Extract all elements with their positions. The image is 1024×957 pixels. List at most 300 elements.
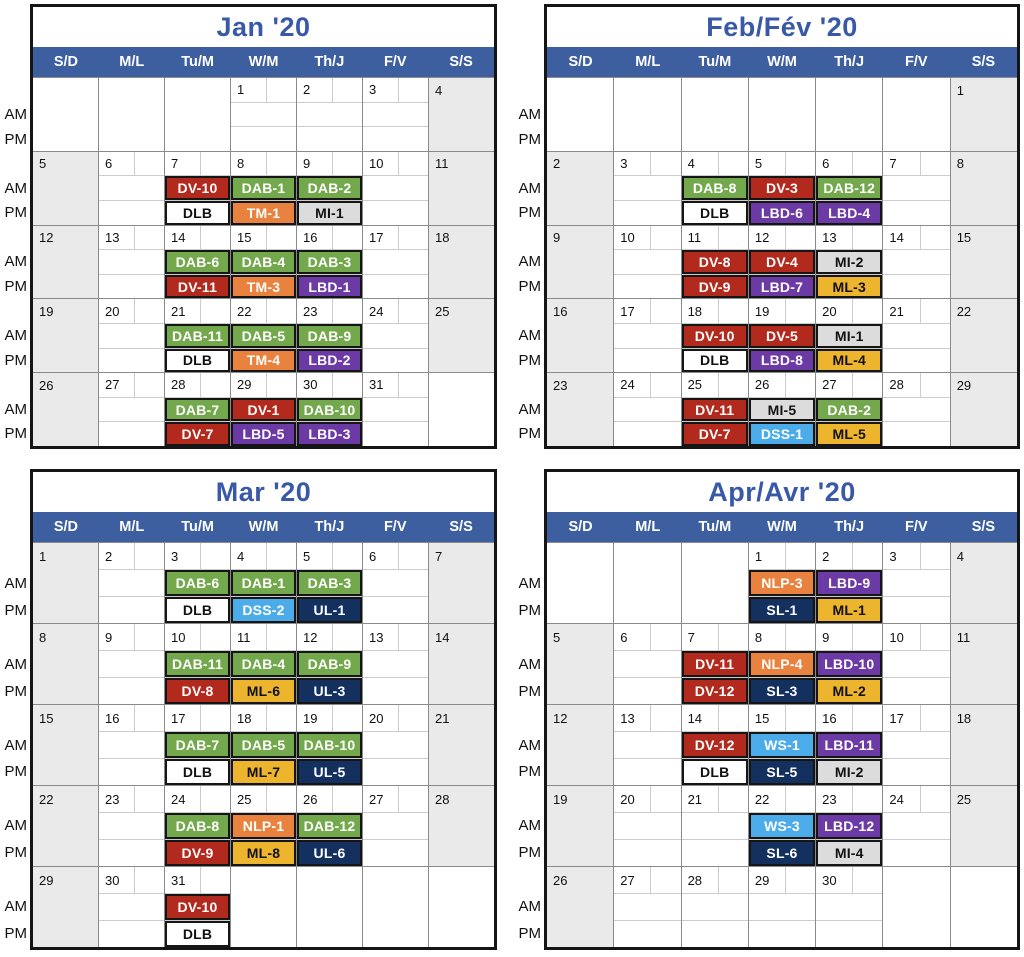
event-chip: SL-6 (749, 840, 815, 866)
event-chip: DV-3 (749, 176, 815, 200)
pm-slot (429, 677, 494, 704)
day-number: 25 (682, 373, 719, 397)
day-number: 5 (297, 543, 333, 569)
pm-slot (883, 275, 949, 299)
day-number: 31 (165, 867, 201, 893)
day-cell (362, 152, 428, 225)
day-cell (882, 78, 949, 151)
day-cell (164, 78, 230, 151)
day-header-cell: S/D (568, 54, 593, 70)
day-header-cell: Tu/M (181, 519, 215, 535)
am-slot (614, 732, 680, 759)
day-cell (33, 867, 98, 947)
pm-slot (614, 678, 680, 704)
event-chip: WS-3 (749, 813, 815, 839)
am-label: AM (4, 574, 27, 592)
am-slot (99, 651, 164, 678)
day-cell (362, 867, 428, 947)
am-slot (951, 651, 1017, 678)
week-row (547, 225, 1017, 299)
weeks-grid (33, 78, 494, 446)
day-cell (428, 786, 494, 866)
pm-slot (951, 348, 1017, 372)
event-chip: DLB (165, 201, 230, 225)
day-cell (230, 226, 296, 299)
am-slot (429, 570, 494, 597)
day-cell (882, 152, 949, 225)
day-cell (547, 226, 613, 299)
am-slot (429, 813, 494, 840)
day-cell (681, 299, 748, 372)
event-chip: DAB-9 (297, 324, 362, 348)
day-cell (230, 786, 296, 866)
event-chip: LBD-12 (816, 813, 882, 839)
day-cell (815, 226, 882, 299)
day-number: 30 (816, 867, 853, 893)
am-slot (363, 813, 428, 840)
am-slot (547, 894, 613, 921)
day-header-cell: M/L (635, 54, 661, 70)
pm-slot (614, 759, 680, 785)
day-cell (613, 867, 680, 947)
day-cell (613, 624, 680, 704)
pm-slot (297, 349, 362, 373)
am-slot (297, 176, 362, 201)
day-cell (950, 543, 1017, 623)
day-number: 4 (435, 82, 443, 98)
day-cell (950, 786, 1017, 866)
am-slot (99, 324, 164, 349)
event-chip: ML-2 (816, 678, 882, 704)
event-chip: LBD-2 (297, 349, 362, 373)
day-number: 17 (165, 705, 201, 731)
am-label: AM (4, 736, 27, 754)
day-number: 13 (363, 624, 399, 650)
event-chip: UL-1 (297, 597, 362, 623)
day-cell (362, 624, 428, 704)
pm-slot (816, 840, 882, 866)
day-number: 2 (99, 543, 135, 569)
day-cell (428, 373, 494, 446)
day-cell (815, 299, 882, 372)
pm-slot (951, 758, 1017, 785)
day-cell (362, 299, 428, 372)
am-slot (883, 176, 949, 201)
day-number: 28 (435, 791, 450, 807)
day-number: 9 (99, 624, 135, 650)
day-cell (613, 705, 680, 785)
pm-slot (99, 921, 164, 947)
am-label: AM (4, 400, 27, 418)
pm-label: PM (518, 601, 541, 619)
event-chip: TM-4 (231, 349, 296, 373)
am-label: AM (518, 898, 541, 916)
am-slot (33, 651, 98, 678)
am-slot (951, 324, 1017, 348)
event-chip: LBD-9 (816, 570, 882, 596)
am-slot (883, 250, 949, 275)
pm-slot (429, 274, 494, 298)
pm-slot (883, 840, 949, 866)
am-label: AM (4, 655, 27, 673)
event-chip: DAB-8 (682, 176, 748, 200)
am-slot (883, 732, 949, 759)
pm-label: PM (518, 763, 541, 781)
pm-slot (99, 597, 164, 623)
day-cell (164, 786, 230, 866)
day-cell (98, 78, 164, 151)
day-number: 27 (614, 867, 651, 893)
day-number: 27 (816, 373, 853, 397)
day-number: 10 (165, 624, 201, 650)
day-number: 8 (749, 624, 786, 650)
event-chip: MI-1 (816, 324, 882, 348)
day-cell (613, 78, 680, 151)
event-chip: DV-10 (165, 176, 230, 200)
am-slot (363, 398, 428, 423)
day-number: 17 (883, 705, 920, 731)
day-cell (950, 78, 1017, 151)
am-label: AM (4, 106, 27, 124)
event-chip: DV-7 (682, 422, 748, 446)
pm-slot (363, 201, 428, 225)
day-number: 26 (39, 377, 54, 393)
month-title: Feb/Fév '20 (706, 11, 858, 42)
pm-slot (749, 597, 815, 623)
month-title: Jan '20 (216, 11, 311, 42)
pm-slot (614, 422, 680, 446)
pm-slot (297, 127, 362, 151)
day-cell (681, 543, 748, 623)
week-row (547, 785, 1017, 866)
pm-slot (614, 840, 680, 866)
event-chip: ML-3 (816, 275, 882, 299)
am-slot (883, 398, 949, 423)
pm-slot (749, 921, 815, 947)
week-row (33, 151, 494, 225)
am-slot (165, 176, 230, 201)
pm-slot (33, 274, 98, 298)
am-label: AM (518, 253, 541, 271)
day-number: 10 (363, 152, 399, 176)
event-chip: DAB-9 (297, 651, 362, 677)
day-number: 20 (614, 786, 651, 812)
day-number: 3 (165, 543, 201, 569)
pm-slot (682, 840, 748, 866)
day-cell (362, 78, 428, 151)
event-chip: LBD-6 (749, 201, 815, 225)
day-cell (882, 373, 949, 446)
day-header-cell: F/V (383, 519, 407, 535)
am-slot (682, 324, 748, 349)
day-number: 6 (363, 543, 399, 569)
pm-slot (165, 275, 230, 299)
pm-slot (363, 678, 428, 704)
day-cell (98, 786, 164, 866)
day-cell (98, 624, 164, 704)
am-slot (33, 570, 98, 597)
week-row (33, 372, 494, 446)
event-chip: NLP-3 (749, 570, 815, 596)
day-number: 7 (883, 152, 920, 176)
day-number: 21 (682, 786, 719, 812)
day-cell (547, 373, 613, 446)
pm-slot (682, 921, 748, 947)
event-chip: NLP-4 (749, 651, 815, 677)
event-chip: LBD-4 (816, 201, 882, 225)
day-header-row (33, 47, 494, 78)
day-number: 15 (39, 710, 54, 726)
event-chip: DAB-6 (165, 250, 230, 274)
day-cell (296, 624, 362, 704)
pm-label: PM (518, 278, 541, 296)
pm-slot (749, 275, 815, 299)
day-cell (428, 78, 494, 151)
am-slot (816, 250, 882, 275)
am-label: AM (4, 179, 27, 197)
week-row (547, 623, 1017, 704)
week-row (33, 704, 494, 785)
day-number: 8 (39, 629, 47, 645)
am-slot (682, 813, 748, 840)
event-chip: DV-1 (231, 398, 296, 422)
am-slot (614, 176, 680, 201)
am-slot (682, 398, 748, 423)
pm-slot (33, 839, 98, 866)
pm-slot (99, 422, 164, 446)
pm-slot (165, 201, 230, 225)
weeks-grid (547, 78, 1017, 446)
pm-slot (547, 758, 613, 785)
event-chip: DLB (165, 349, 230, 373)
day-number: 16 (553, 304, 568, 320)
day-cell (547, 299, 613, 372)
pm-slot (297, 275, 362, 299)
day-cell (547, 78, 613, 151)
day-number: 16 (297, 226, 333, 250)
day-cell (164, 624, 230, 704)
day-header-cell: S/S (449, 519, 473, 535)
am-slot (99, 732, 164, 759)
pm-slot (951, 422, 1017, 446)
pm-slot (547, 422, 613, 446)
day-header-cell: F/V (383, 54, 407, 70)
event-chip: DAB-1 (231, 570, 296, 596)
day-cell (815, 543, 882, 623)
day-cell (296, 543, 362, 623)
day-header-cell: W/M (767, 54, 797, 70)
event-chip: DAB-4 (231, 651, 296, 677)
am-slot (749, 324, 815, 349)
day-number: 23 (99, 786, 135, 812)
day-number: 18 (231, 705, 267, 731)
pm-slot (749, 349, 815, 373)
month-calendar-jan (0, 4, 497, 449)
day-cell (613, 373, 680, 446)
am-slot (749, 651, 815, 678)
event-chip: WS-1 (749, 732, 815, 758)
event-chip: LBD-8 (749, 349, 815, 373)
am-slot (33, 397, 98, 421)
am-slot (363, 176, 428, 201)
pm-label: PM (518, 682, 541, 700)
am-slot (231, 250, 296, 275)
pm-slot (165, 678, 230, 704)
day-cell (748, 543, 815, 623)
event-chip: DV-10 (165, 894, 230, 920)
pm-slot (816, 275, 882, 299)
am-slot (165, 894, 230, 921)
am-slot (231, 103, 296, 128)
pm-label: PM (518, 204, 541, 222)
day-cell (296, 78, 362, 151)
am-slot (165, 398, 230, 423)
week-row (33, 298, 494, 372)
day-cell (230, 543, 296, 623)
event-chip: DLB (682, 759, 748, 785)
calendar-table (30, 469, 497, 950)
day-number: 26 (297, 786, 333, 812)
pm-slot (883, 759, 949, 785)
event-chip: TM-1 (231, 201, 296, 225)
day-number: 5 (553, 629, 561, 645)
pm-slot (99, 201, 164, 225)
day-cell (33, 624, 98, 704)
day-number: 2 (553, 156, 561, 172)
event-chip: SL-3 (749, 678, 815, 704)
day-number: 4 (231, 543, 267, 569)
pm-label: PM (518, 351, 541, 369)
day-cell (748, 373, 815, 446)
pm-slot (99, 840, 164, 866)
pm-slot (363, 349, 428, 373)
day-cell (882, 705, 949, 785)
pm-slot (165, 597, 230, 623)
day-number: 19 (553, 791, 568, 807)
day-cell (882, 299, 949, 372)
month-calendar-feb (514, 4, 1020, 449)
day-cell (815, 78, 882, 151)
am-slot (429, 732, 494, 759)
am-slot (363, 651, 428, 678)
day-number: 11 (231, 624, 267, 650)
day-cell (681, 624, 748, 704)
day-number: 25 (435, 304, 450, 320)
day-number: 22 (231, 299, 267, 323)
day-cell (681, 78, 748, 151)
am-slot (614, 324, 680, 349)
week-row (33, 225, 494, 299)
day-cell (547, 543, 613, 623)
weeks-grid (547, 543, 1017, 947)
day-cell (748, 152, 815, 225)
day-number: 13 (99, 226, 135, 250)
am-label: AM (4, 898, 27, 916)
day-number: 9 (816, 624, 853, 650)
am-slot (614, 651, 680, 678)
pm-slot (231, 597, 296, 623)
am-slot (33, 250, 98, 274)
day-number: 17 (614, 299, 651, 323)
day-cell (164, 373, 230, 446)
day-number: 12 (749, 226, 786, 250)
am-slot (297, 651, 362, 678)
am-slot (682, 732, 748, 759)
day-number: 6 (99, 152, 135, 176)
pm-slot (231, 422, 296, 446)
pm-slot (816, 597, 882, 623)
day-cell (362, 226, 428, 299)
day-number: 26 (749, 373, 786, 397)
event-chip: DAB-2 (297, 176, 362, 200)
day-number: 25 (231, 786, 267, 812)
pm-slot (99, 678, 164, 704)
calendar-table (544, 4, 1020, 449)
day-cell (362, 373, 428, 446)
day-number: 24 (614, 373, 651, 397)
pm-slot (816, 921, 882, 947)
am-slot (951, 813, 1017, 840)
day-cell (164, 867, 230, 947)
event-chip: LBD-3 (297, 422, 362, 446)
pm-slot (614, 275, 680, 299)
day-header-cell: Th/J (834, 54, 865, 70)
day-number: 6 (614, 624, 651, 650)
ampm-gutter (514, 4, 544, 449)
ampm-gutter (514, 469, 544, 950)
pm-slot (749, 201, 815, 225)
pm-slot (297, 597, 362, 623)
day-cell (613, 152, 680, 225)
day-number: 14 (165, 226, 201, 250)
event-chip: TM-3 (231, 275, 296, 299)
am-slot (749, 398, 815, 423)
am-slot (363, 103, 428, 128)
event-chip: DV-11 (682, 398, 748, 422)
am-slot (297, 103, 362, 128)
day-cell (164, 299, 230, 372)
event-chip: DAB-11 (165, 651, 230, 677)
day-cell (362, 543, 428, 623)
day-number: 30 (297, 373, 333, 397)
am-slot (547, 176, 613, 200)
day-cell (815, 152, 882, 225)
pm-label: PM (4, 763, 27, 781)
pm-slot (231, 759, 296, 785)
am-label: AM (4, 327, 27, 345)
am-slot (33, 176, 98, 200)
day-number: 9 (553, 230, 561, 246)
am-label: AM (518, 574, 541, 592)
pm-slot (165, 422, 230, 446)
week-row (33, 623, 494, 704)
pm-slot (883, 678, 949, 704)
day-cell (748, 624, 815, 704)
day-header-cell: W/M (248, 519, 279, 535)
am-slot (297, 324, 362, 349)
event-chip: LBD-10 (816, 651, 882, 677)
am-slot (165, 651, 230, 678)
event-chip: LBD-11 (816, 732, 882, 758)
day-cell (33, 786, 98, 866)
week-row (33, 866, 494, 947)
event-chip: DSS-2 (231, 597, 296, 623)
day-cell (164, 705, 230, 785)
pm-slot (682, 275, 748, 299)
day-number: 1 (39, 548, 47, 564)
am-slot (231, 324, 296, 349)
am-slot (547, 324, 613, 348)
